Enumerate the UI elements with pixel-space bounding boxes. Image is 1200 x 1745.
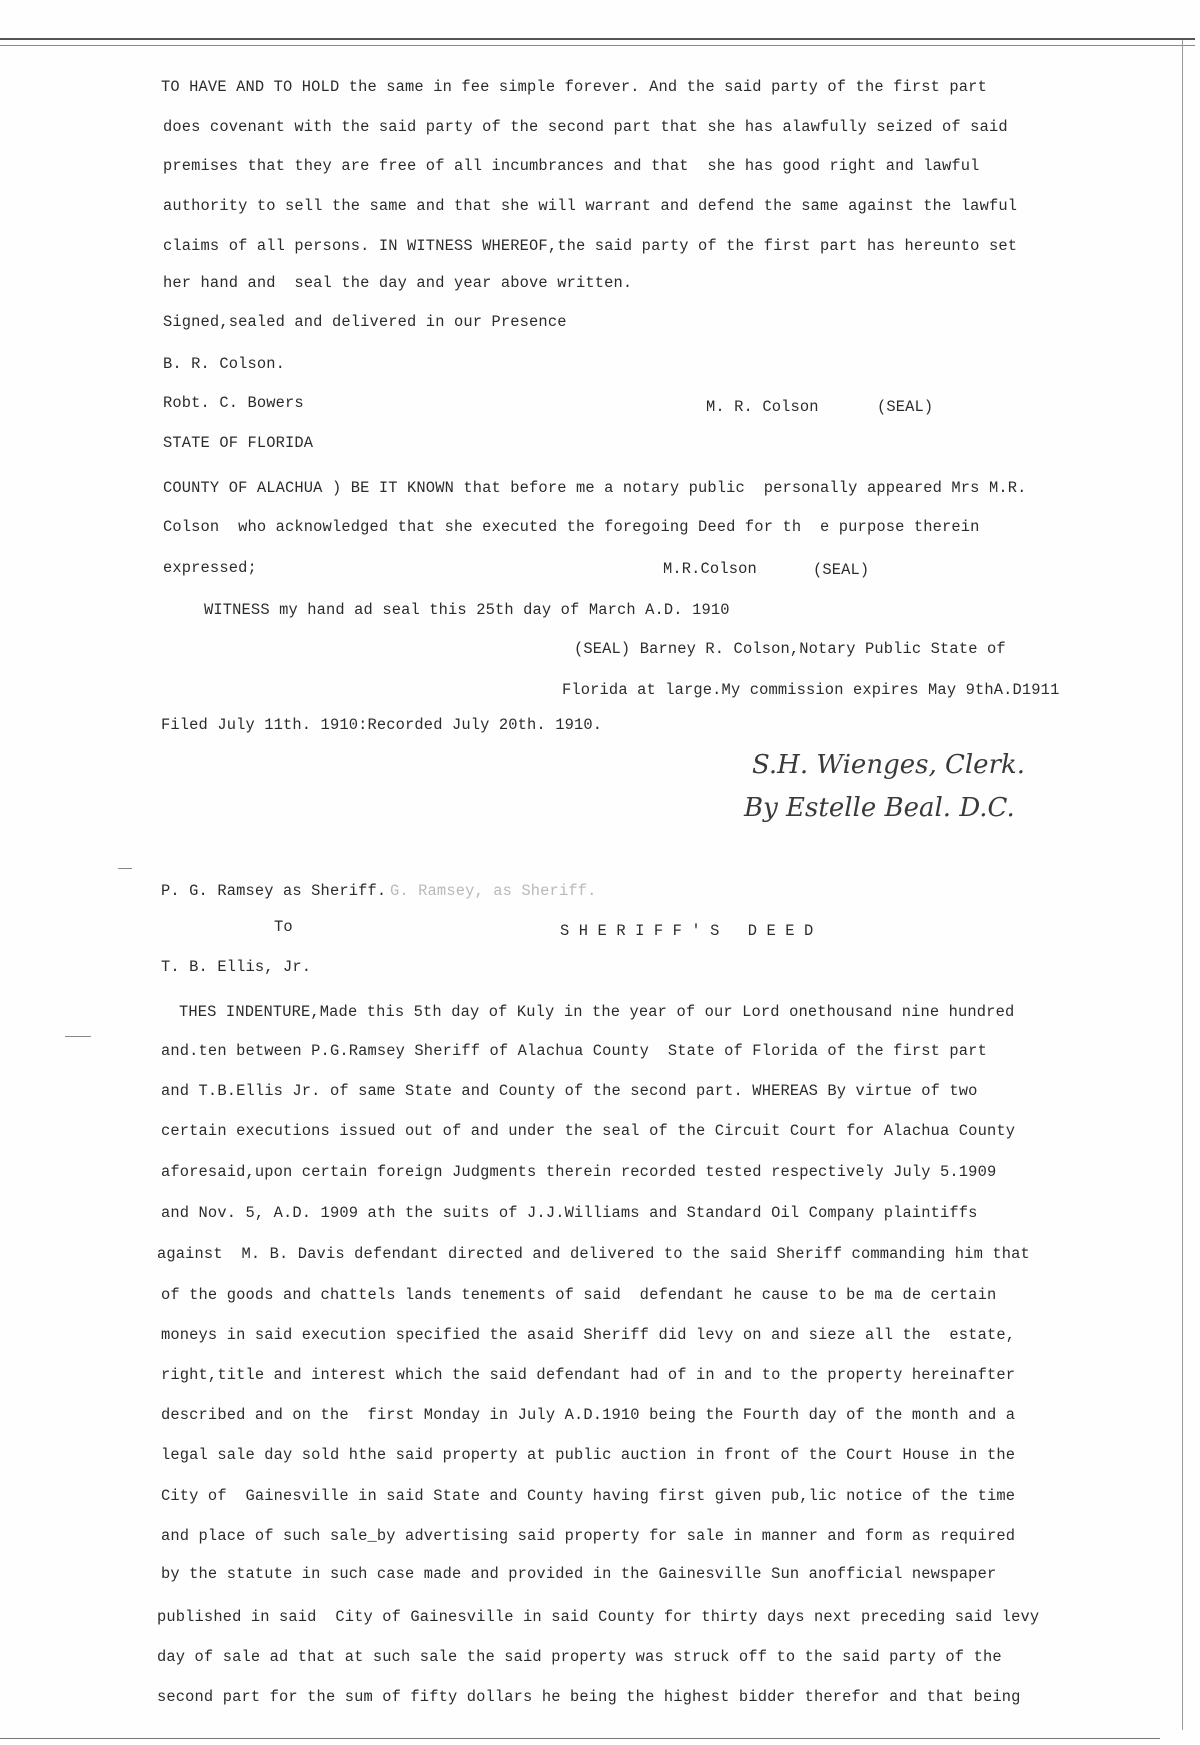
page-right-edge xyxy=(1182,40,1183,1730)
deed2-line: of the goods and chattels lands tenements of said defendant he cause to be ma de certain xyxy=(161,1286,997,1304)
top-rule xyxy=(0,38,1195,40)
deed2-line: City of Gainesville in said State and County having first given pub,lic notice of the time xyxy=(161,1487,1016,1505)
deed2-line: and.ten between P.G.Ramsey Sheriff of Alachua County State of Florida of the first part xyxy=(161,1042,987,1060)
deed1-line: does covenant with the said party of the second part that she has alawfully seized of said xyxy=(163,118,1008,136)
top-rule-secondary xyxy=(0,45,1195,46)
filed-recorded-line: Filed July 11th. 1910:Recorded July 20th. 1910. xyxy=(161,716,603,734)
state-heading: STATE OF FLORIDA xyxy=(163,434,314,452)
acknowledgment-line: COUNTY OF ALACHUA ) BE IT KNOWN that before me a notary public personally appeared Mrs M.R. xyxy=(163,479,1027,497)
deed2-line: day of sale ad that at such sale the said property was struck off to the said party of the xyxy=(157,1648,1002,1666)
deed2-line: right,title and interest which the said defendant had of in and to the property hereinafter xyxy=(161,1366,1016,1384)
deed1-line: her hand and seal the day and year above written. xyxy=(163,274,633,292)
deed1-line: claims of all persons. IN WITNESS WHEREOF,the said party of the first part has hereunto set xyxy=(163,237,1018,255)
deed2-line: second part for the sum of fifty dollars he being the highest bidder therefor and that being xyxy=(157,1688,1021,1706)
deed2-to: To xyxy=(274,918,293,936)
grantor-signature: M. R. Colson xyxy=(706,398,819,416)
deed1-line: premises that they are free of all incumbrances and that she has good right and lawful xyxy=(163,157,980,175)
notary-line: (SEAL) Barney R. Colson,Notary Public State of xyxy=(574,640,1006,658)
witness-line: WITNESS my hand ad seal this 25th day of March A.D. 1910 xyxy=(204,601,730,619)
deed2-grantee: T. B. Ellis, Jr. xyxy=(161,958,312,976)
seal-label: (SEAL) xyxy=(877,398,934,416)
clerk-signature: S.H. Wienges, Clerk. xyxy=(752,750,1026,780)
deed2-line: THES INDENTURE,Made this 5th day of Kuly in the year of our Lord onethousand nine hundred xyxy=(179,1003,1015,1021)
acknowledgment-line: Colson who acknowledged that she executed the foregoing Deed for th e purpose therein xyxy=(163,518,980,536)
deed1-line: TO HAVE AND TO HOLD the same in fee simple forever. And the said party of the first part xyxy=(161,78,987,96)
deed2-line: and Nov. 5, A.D. 1909 ath the suits of J.J.Williams and Standard Oil Company plaintiffs xyxy=(161,1204,978,1222)
deed2-line: against M. B. Davis defendant directed and delivered to the said Sheriff commanding him that xyxy=(157,1245,1030,1263)
deed2-line: moneys in said execution specified the asaid Sheriff did levy on and sieze all the estate, xyxy=(161,1326,1016,1344)
notary-line: Florida at large.My commission expires May 9thA.D1911 xyxy=(562,681,1060,699)
bottom-rule xyxy=(0,1738,1160,1739)
acknowledgment-line: expressed; xyxy=(163,559,257,577)
deed2-title: S H E R I F F ' S D E E D xyxy=(560,922,814,940)
deed1-line: Signed,sealed and delivered in our Presence xyxy=(163,313,567,331)
deed1-line: authority to sell the same and that she will warrant and defend the same against the lawful xyxy=(163,197,1018,215)
deed2-line: published in said City of Gainesville in said County for thirty days next preceding said levy xyxy=(157,1608,1040,1626)
deed2-line: legal sale day sold hthe said property at public auction in front of the Court House in the xyxy=(161,1446,1016,1464)
deed1-line: B. R. Colson. xyxy=(163,355,286,373)
deed2-line: aforesaid,upon certain foreign Judgments therein recorded tested respectively July 5.1909 xyxy=(161,1163,997,1181)
deed2-line: and T.B.Ellis Jr. of same State and County of the second part. WHEREAS By virtue of two xyxy=(161,1082,978,1100)
acknowledgment-signer: M.R.Colson xyxy=(663,560,757,578)
deed2-grantor-ghost: G. Ramsey, as Sheriff. xyxy=(390,882,597,900)
deed2-line: certain executions issued out of and under the seal of the Circuit Court for Alachua County xyxy=(161,1122,1016,1140)
deed2-line: by the statute in such case made and provided in the Gainesville Sun anofficial newspaper xyxy=(161,1565,997,1583)
deed2-grantor: P. G. Ramsey as Sheriff. xyxy=(161,882,387,900)
margin-mark xyxy=(65,1036,91,1037)
deed2-line: and place of such sale_by advertising said property for sale in manner and form as required xyxy=(161,1527,1016,1545)
witness-name: Robt. C. Bowers xyxy=(163,394,304,412)
margin-mark xyxy=(118,868,132,869)
deed2-line: described and on the first Monday in July A.D.1910 being the Fourth day of the month and a xyxy=(161,1406,1016,1424)
deputy-clerk-signature: By Estelle Beal. D.C. xyxy=(744,793,1015,823)
seal-label: (SEAL) xyxy=(813,561,870,579)
